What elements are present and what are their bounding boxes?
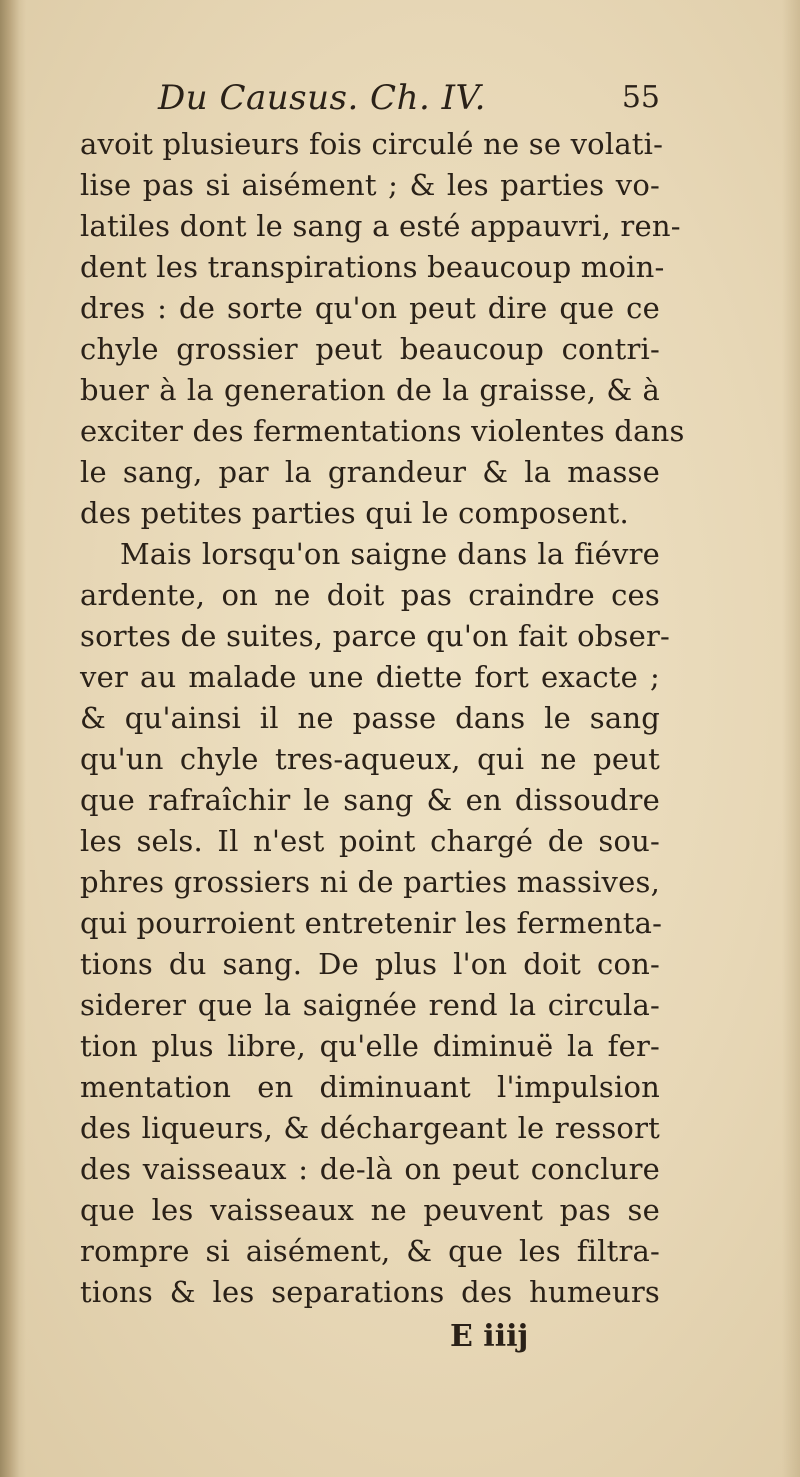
text-line: ardente, on ne doit pas craindre ces [80,578,660,612]
text-line: que rafraîchir le sang & en dissoudre [80,783,660,817]
text-line: dres : de sorte qu'on peut dire que ce [80,291,660,325]
text-line: Mais lorsqu'on saigne dans la fiévre [120,537,660,571]
text-line: dent les transpirations beaucoup moin- [80,250,665,284]
text-line: siderer que la saignée rend la circula- [80,988,660,1022]
text-line: des petites parties qui le composent. [80,496,629,530]
page-header [80,72,660,124]
paragraph-1 [80,124,685,534]
text-block [80,72,685,1359]
text-line: le sang, par la grandeur & la masse [80,455,660,489]
text-line: sortes de suites, parce qu'on fait obser- [80,619,671,653]
text-line: des liqueurs, & déchargeant le ressort [80,1111,660,1145]
text-line: tion plus libre, qu'elle diminuë la fer- [80,1029,660,1063]
text-line: chyle grossier peut beaucoup contri- [80,332,660,366]
text-line: que les vaisseaux ne peuvent pas se [80,1193,660,1227]
text-line: qu'un chyle tres-aqueux, qui ne peut [80,742,660,776]
text-line: tions & les separations des humeurs [80,1275,660,1309]
text-line: exciter des fermentations violentes dans [80,414,685,448]
page-edge-shadow [782,0,800,1477]
text-line: latiles dont le sang a esté appauvri, ren- [80,209,681,243]
page-number: 55 [621,80,660,115]
text-line: tions du sang. De plus l'on doit con- [80,947,660,981]
running-head: Du Causus. Ch. IV. [158,78,486,118]
text-line: avoit plusieurs fois circulé ne se volati- [80,127,664,161]
binding-gutter [0,0,26,1477]
text-line: mentation en diminuant l'impulsion [80,1070,660,1104]
text-line: buer à la generation de la graisse, & à [80,373,660,407]
text-line: qui pourroient entretenir les fermenta- [80,906,663,940]
text-line: rompre si aisément, & que les filtra- [80,1234,660,1268]
signature-mark: E iiij [450,1319,529,1354]
text-line: phres grossiers ni de parties massives, [80,865,660,899]
text-line: ver au malade une diette fort exacte ; [80,660,660,694]
paragraph-2 [80,534,671,1313]
text-line: des vaisseaux : de-là on peut conclure [80,1152,660,1186]
text-line: les sels. Il n'est point chargé de sou- [80,824,660,858]
text-line: lise pas si aisément ; & les parties vo- [80,168,660,202]
text-line: & qu'ainsi il ne passe dans le sang [80,701,660,735]
